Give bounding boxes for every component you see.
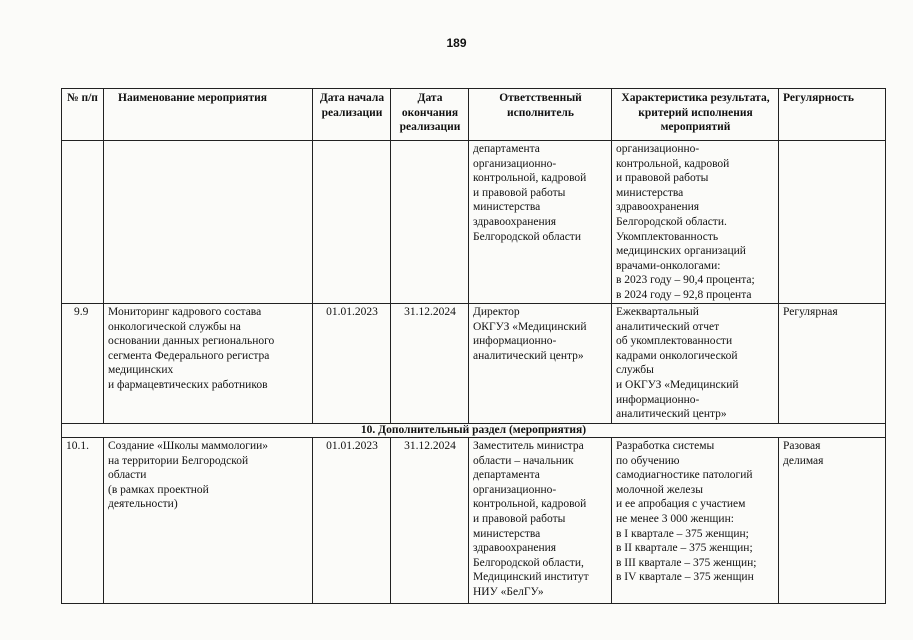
row-num bbox=[62, 141, 104, 304]
row-result: Ежеквартальный аналитический отчет об укомплектованности кадрами онкологической службы и ОКГУЗ «Медицинский информационно- аналитический центр» bbox=[612, 304, 779, 424]
row-regularity: Регулярная bbox=[779, 304, 886, 424]
row-name: Мониторинг кадрового состава онкологической службы на основании данных регионального сегмента Федерального регистра медицинских и фармацевтических работников bbox=[104, 304, 313, 424]
section-title: 10. Дополнительный раздел (мероприятия) bbox=[62, 424, 886, 438]
row-end: 31.12.2024 bbox=[391, 438, 469, 604]
row-responsible: Директор ОКГУЗ «Медицинский информационно- аналитический центр» bbox=[469, 304, 612, 424]
row-name bbox=[104, 141, 313, 304]
row-responsible: Заместитель министра области – начальник департамента организационно- контрольной, кадровой и правовой работы министерства здравоохранения Белгородской области, Медицинский институт НИУ «БелГУ» bbox=[469, 438, 612, 604]
row-name: Создание «Школы маммологии» на территории Белгородской области (в рамках проектной деятельности) bbox=[104, 438, 313, 604]
header-result: Характеристика результата, критерий исполнения мероприятий bbox=[612, 89, 779, 141]
row-start bbox=[313, 141, 391, 304]
section-row bbox=[62, 424, 886, 438]
page-number: 189 bbox=[446, 36, 467, 50]
header-end: Дата окончания реализации bbox=[391, 89, 469, 141]
header-regularity: Регулярность bbox=[779, 89, 886, 141]
row-start: 01.01.2023 bbox=[313, 438, 391, 604]
measures-table bbox=[61, 88, 886, 604]
header-start: Дата начала реализации bbox=[313, 89, 391, 141]
row-result: организационно- контрольной, кадровой и правовой работы министерства здравоохранения Белгородской области. Укомплектованность медицинских организаций врачами-онкологами: в 2023 году – 90,4 процента; в 2024 году – 92,8 процента bbox=[612, 141, 779, 304]
table-row bbox=[62, 304, 886, 424]
row-num: 10.1. bbox=[62, 438, 104, 604]
row-responsible: департамента организационно- контрольной, кадровой и правовой работы министерства здравоохранения Белгородской области bbox=[469, 141, 612, 304]
table-row bbox=[62, 141, 886, 304]
row-end bbox=[391, 141, 469, 304]
header-num: № п/п bbox=[62, 89, 104, 141]
row-num: 9.9 bbox=[62, 304, 104, 424]
header-responsible: Ответственный исполнитель bbox=[469, 89, 612, 141]
table-header-row bbox=[62, 89, 886, 141]
row-regularity: Разовая делимая bbox=[779, 438, 886, 604]
header-name: Наименование мероприятия bbox=[104, 89, 313, 141]
row-result: Разработка системы по обучению самодиагностике патологий молочной железы и ее апробация с участием не менее 3 000 женщин: в I квартале – 375 женщин; в II квартале – 375 женщин; в III квартале – 375 женщин; в IV квартале – 375 женщин bbox=[612, 438, 779, 604]
table-row bbox=[62, 438, 886, 604]
row-regularity bbox=[779, 141, 886, 304]
row-end: 31.12.2024 bbox=[391, 304, 469, 424]
row-start: 01.01.2023 bbox=[313, 304, 391, 424]
